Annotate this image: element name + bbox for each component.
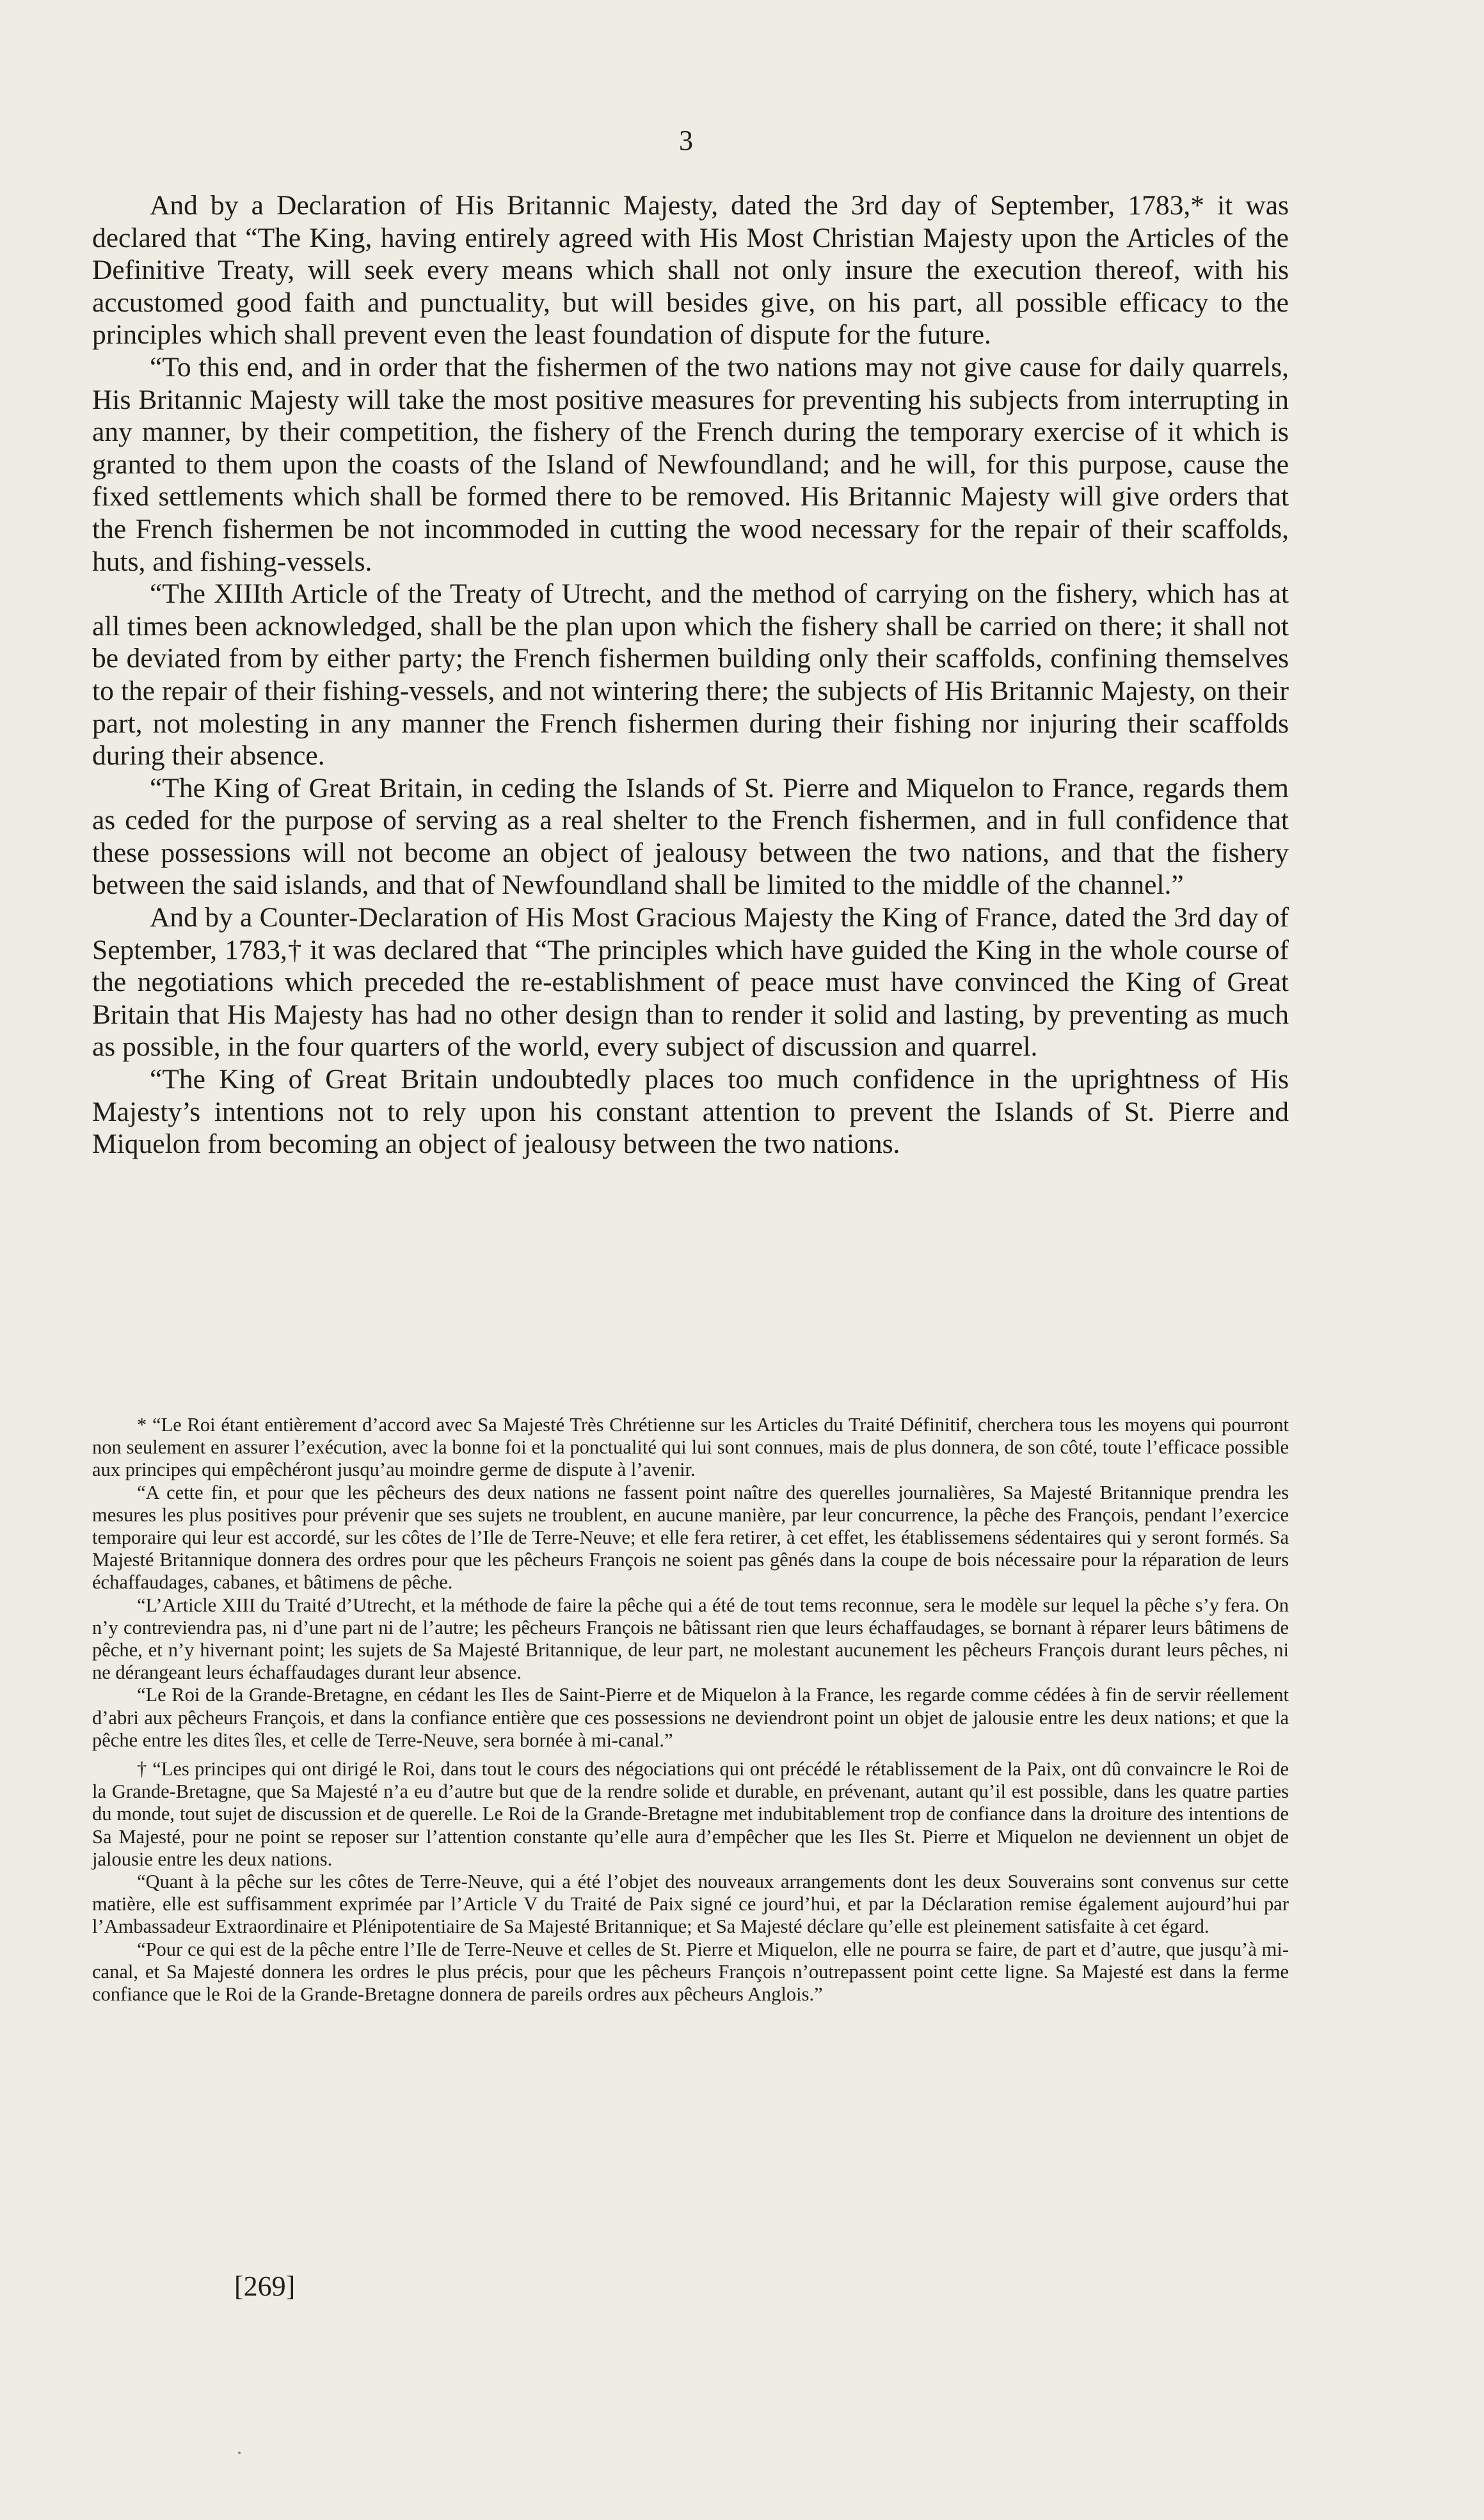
main-text [92,189,1289,1161]
footnote-paragraph: “L’Article XIII du Traité d’Utrecht, et la méthode de faire la pêche qui a été de tout tems reconnue, sera le modèle sur lequel la pêche s’y fera. On n’y contreviendra pas, ni d’une part ni de l’autre; les pêcheurs François ne bâtissant rien que leurs échaffaudages, se bornant à réparer leurs bâtimens de pêche, et n’y hivernant point; les sujets de Sa Majesté Britannique, de leur part, ne molestant aucunement les pêcheurs François durant leurs pêches, ni ne dérangeant leurs échaffaudages durant leur absence. [92,1594,1289,1684]
paragraph-uprightness-of-intentions: “The King of Great Britain undoubtedly places too much confidence in the uprightness of His Majesty’s intentions not to rely upon his constant attention to prevent the Islands of St. Pierre and Miquelon from becoming an object of jealousy between the two nations. [92,1064,1289,1160]
footnote-paragraph: “Pour ce qui est de la pêche entre l’Ile de Terre-Neuve et celles de St. Pierre et Miquelon, elle ne pourra se faire, de part et d’autre, que jusqu’à mi-canal, et Sa Majesté donnera les ordres le plus précis, pour que les pêcheurs François n’outrepassent point cette ligne. Sa Majesté est dans la ferme confiance que le Roi de la Grande-Bretagne donnera de pareils ordres aux pêcheurs Anglois.” [92,1938,1289,2006]
footnotes [92,1407,1289,2006]
paragraph-french-counter-declaration: And by a Counter-Declaration of His Most Gracious Majesty the King of France, dated the 3rd day of September, 1783,† it was declared that “The principles which have guided the King in the whole course of the negotiations which preceded the re-establishment of peace must have convinced the King of Great Britain that His Majesty has had no other design than to render it solid and lasting, by preventing as much as possible, in the four quarters of the world, every subject of discussion and quarrel. [92,902,1289,1063]
paragraph-treaty-of-utrecht: “The XIIIth Article of the Treaty of Utrecht, and the method of carrying on the fishery, which has at all times been acknowledged, shall be the plan upon which the fishery shall be carried on there; it shall not be deviated from by either party; the French fishermen building only their scaffolds, confining themselves to the repair of their fishing-vessels, and not wintering there; the subjects of His Britannic Majesty, on their part, not molesting in any manner the French fishermen during their fishing nor injuring their scaffolds during their absence. [92,578,1289,772]
paper-speck [238,2452,241,2454]
paragraph-fishermen-quarrels: “To this end, and in order that the fishermen of the two nations may not give cause for daily quarrels, His Britannic Majesty will take the most positive measures for preventing his subjects from interrupting in any manner, by their competition, the fishery of the French during the temporary exercise of it which is granted to them upon the coasts of the Island of Newfoundland; and he will, for this purpose, cause the fixed settlements which shall be formed there to be removed. His Britannic Majesty will give orders that the French fishermen be not incommoded in cutting the wood necessary for the repair of their scaffolds, huts, and fishing-vessels. [92,351,1289,577]
page-number: 3 [679,125,693,156]
paragraph-british-declaration: And by a Declaration of His Britannic Majesty, dated the 3rd day of September, 1783,* it was declared that “The King, having entirely agreed with His Most Christian Majesty upon the Articles of the Definitive Treaty, will seek every means which shall not only insure the execution thereof, with his accustomed good faith and punctuality, but will besides give, on his part, all possible efficacy to the principles which shall prevent even the least foundation of dispute for the future. [92,190,1289,351]
footnote-paragraph: “Le Roi de la Grande-Bretagne, en cédant les Iles de Saint-Pierre et de Miquelon à la France, les regarde comme cédées à fin de servir réellement d’abri aux pêcheurs François, et dans la confiance entière que ces possessions ne deviendront point un objet de jalousie entre les deux nations; et que la pêche entre les dites îles, et celle de Terre-Neuve, sera bornée à mi-canal.” [92,1684,1289,1751]
folio-number: [269] [234,2270,296,2302]
footnote-asterisk: * “Le Roi étant entièrement d’accord avec Sa Majesté Très Chrétienne sur les Articles du Traité Définitif, cherchera tous les moyens qui pourront non seulement en assurer l’exécution, avec la bonne foi et la ponctualité qui lui sont connues, mais de plus donnera, de son côté, toute l’efficace possible aux principes qui empêchéront jusqu’au moindre germe de dispute à l’avenir. [92,1414,1289,1481]
footnote-paragraph: “Quant à la pêche sur les côtes de Terre-Neuve, qui a été l’objet des nouveaux arrangements dont les deux Souverains sont convenus sur cette matière, elle est suffisamment exprimée par l’Article V du Traité de Paix signé ce jourd’hui, et par la Déclaration remise également aujourd’hui par l’Ambassadeur Extraordinaire et Plénipotentiaire de Sa Majesté Britannique; et Sa Majesté déclare qu’elle est pleinement satisfaite à cet égard. [92,1871,1289,1938]
paragraph-st-pierre-miquelon: “The King of Great Britain, in ceding the Islands of St. Pierre and Miquelon to France, regards them as ceded for the purpose of serving as a real shelter to the French fishermen, and in full confidence that these possessions will not become an object of jealousy between the two nations, and that the fishery between the said islands, and that of Newfoundland shall be limited to the middle of the channel.” [92,772,1289,901]
footnote-dagger: † “Les principes qui ont dirigé le Roi, dans tout le cours des négociations qui ont précédé le rétablissement de la Paix, ont dû convaincre le Roi de la Grande-Bretagne, que Sa Majesté n’a eu d’autre but que de la rendre solide et durable, en prévenant, autant qu’il est possible, dans les quatre parties du monde, tout sujet de discussion et de querelle. Le Roi de la Grande-Bretagne met indubitablement trop de confiance dans la droiture des intentions de Sa Majesté, pour ne point se reposer sur l’attention constante qu’elle aura d’empêcher que les Iles St. Pierre et Miquelon ne deviennent un objet de jalousie entre les deux nations. [92,1758,1289,1870]
footnote-paragraph: “A cette fin, et pour que les pêcheurs des deux nations ne fassent point naître des querelles journalières, Sa Majesté Britannique prendra les mesures les plus positives pour prévenir que ses sujets ne troublent, en aucune manière, par leur concurrence, la pêche des François, pendant l’exercice temporaire qui leur est accordé, sur les côtes de l’Ile de Terre-Neuve; et elle fera retirer, à cet effet, les établissemens sédentaires qui y seront formés. Sa Majesté Britannique donnera des ordres pour que les pêcheurs François ne soient pas gênés dans la coupe de bois nécessaire pour la réparation de leurs échaffaudages, cabanes, et bâtimens de pêche. [92,1481,1289,1594]
